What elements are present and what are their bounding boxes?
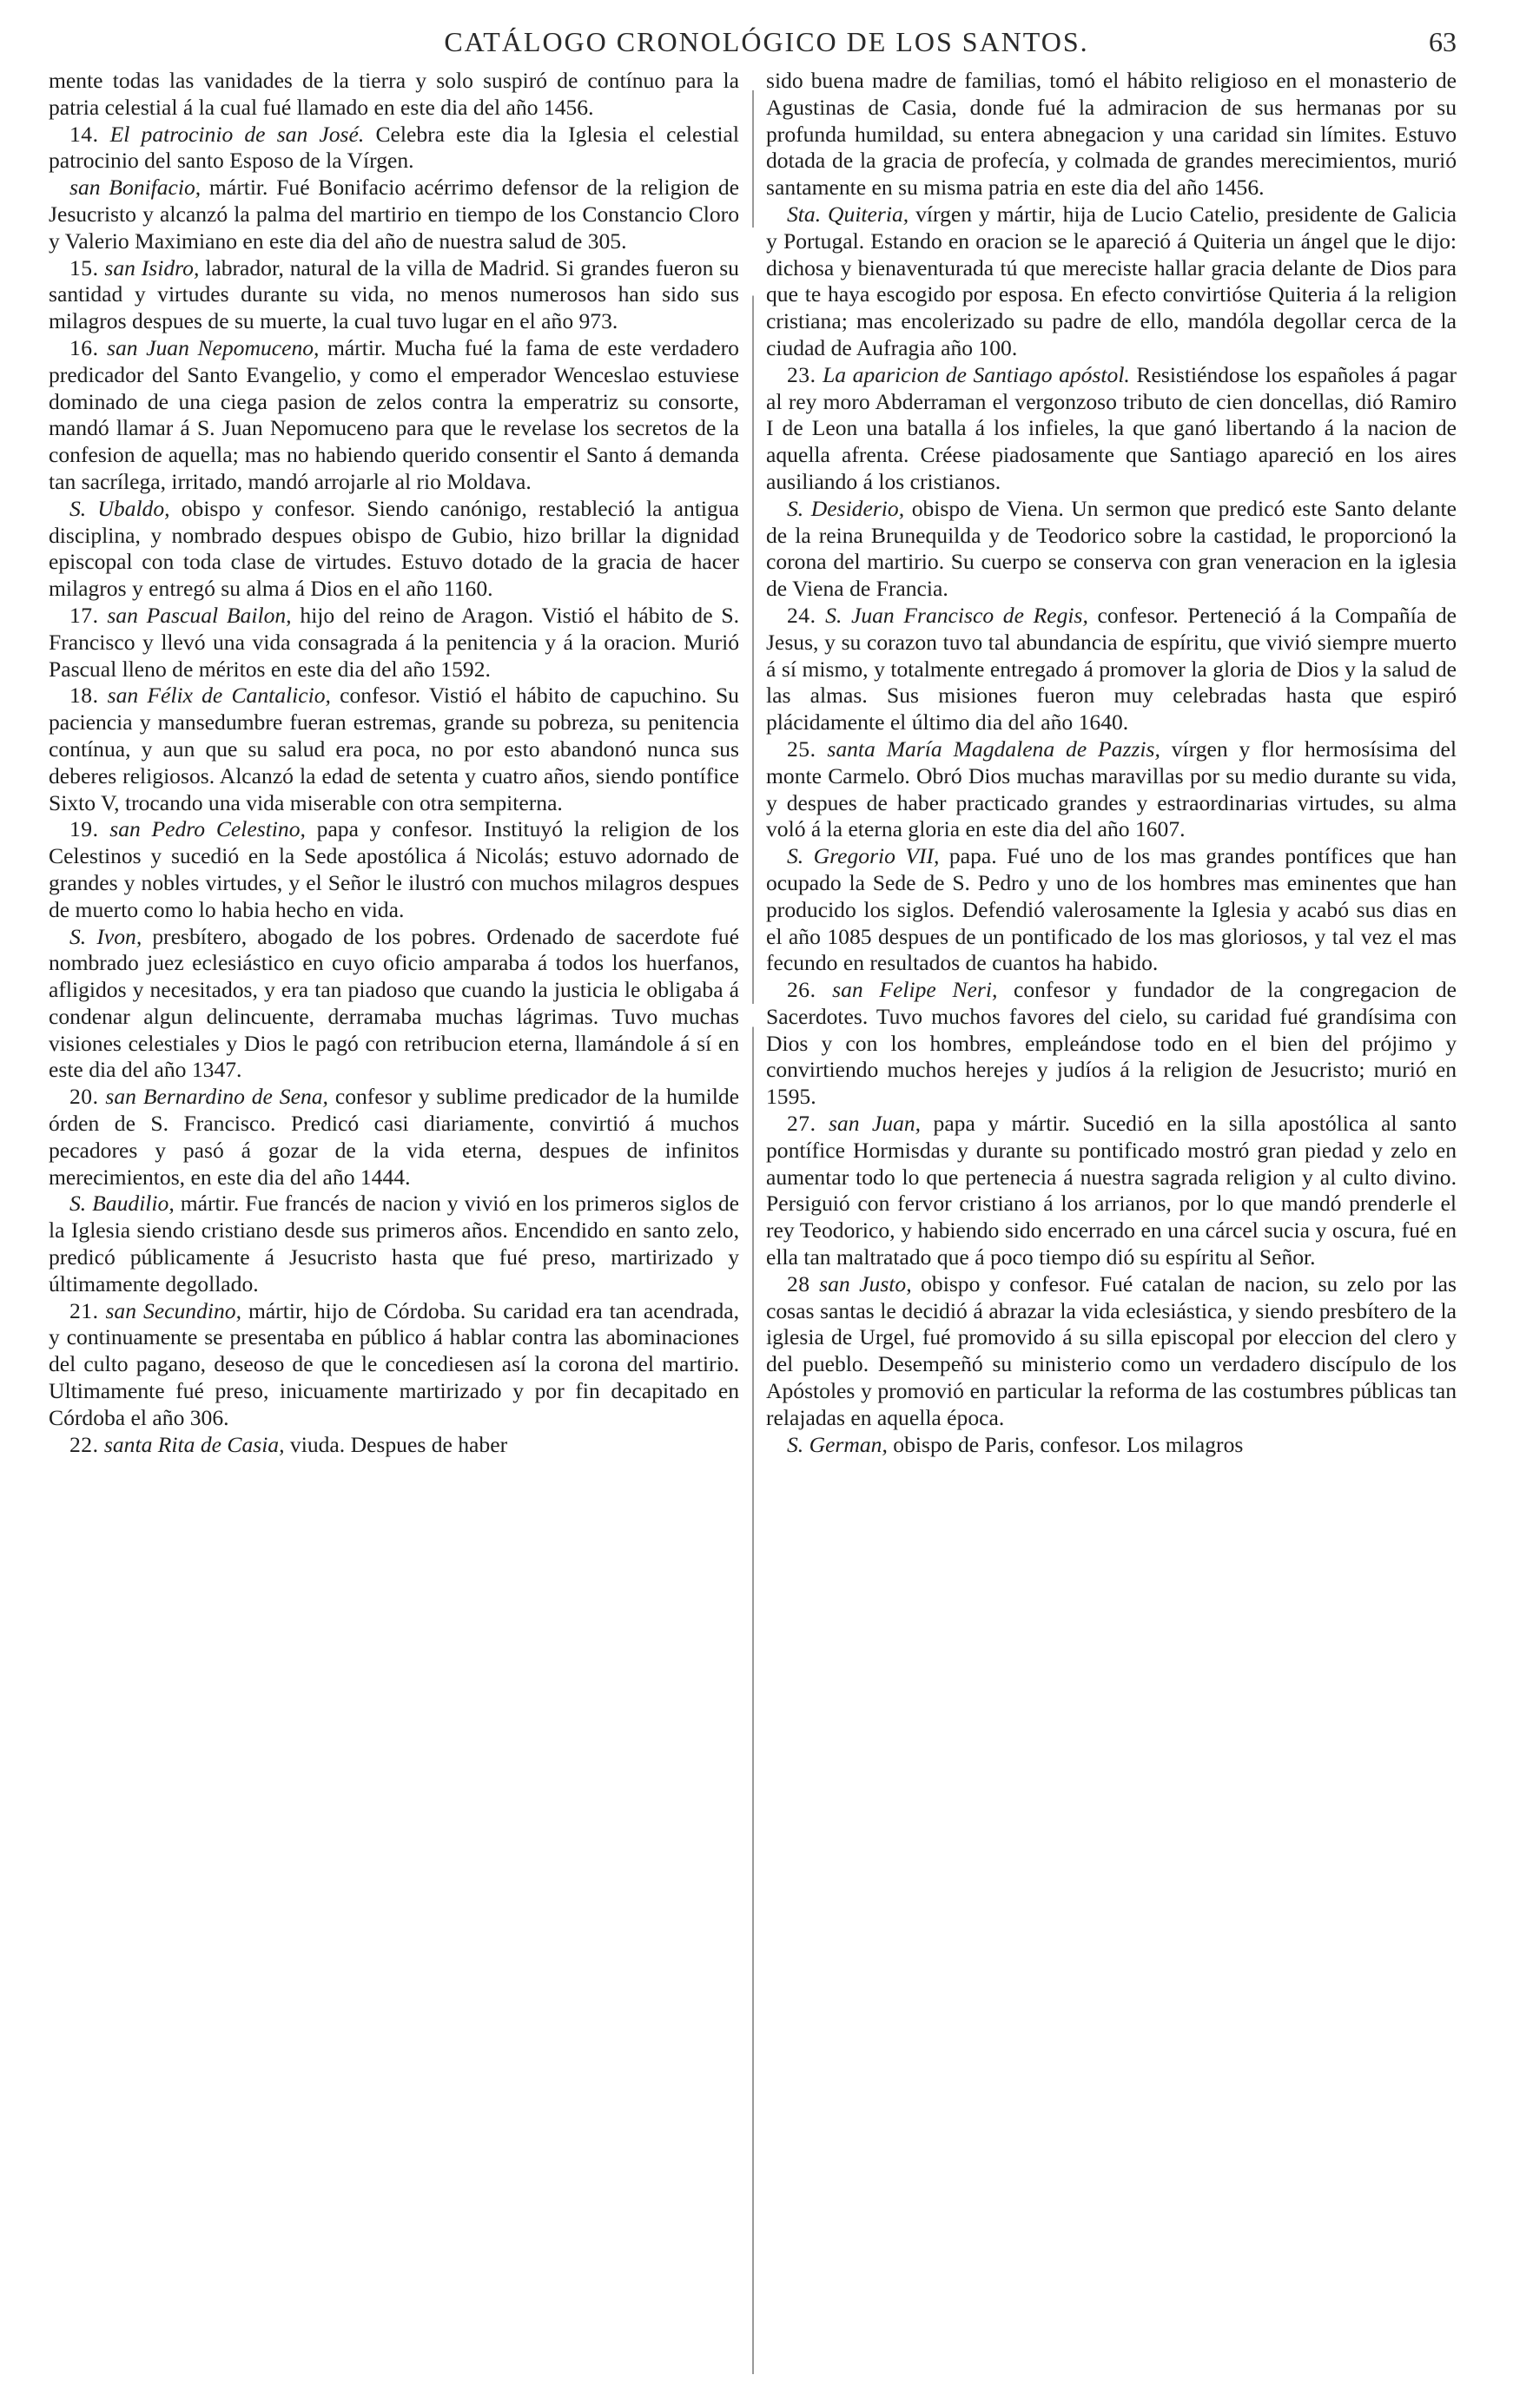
entry-text: confesor y fundador de la congregacion de Sacerdotes. Tuvo muchos favores del cielo, su caridad fué grandísima con Dios y con los hombres, empleándose todo en el bien del prójimo y convirtiendo muchos herejes y judíos á la religion de Jesucristo; murió en 1595. — [766, 977, 1457, 1110]
entry-day-number: 26. — [787, 977, 816, 1003]
entry-text: obispo de Viena. Un sermon que predicó este Santo delante de la reina Brunequilda y de Teodorico sobre la castidad, le proporcionó la corona del martirio. Su cuerpo se conserva con gran veneracion en la iglesia de Viena de Francia. — [766, 495, 1457, 602]
page-number: 63 — [1429, 26, 1457, 57]
entry-day-number: 18. — [69, 683, 99, 709]
column-divider — [752, 90, 754, 2374]
entry-text: confesor. Perteneció á la Compañía de Jesus, y su corazon tuvo tal abundancia de espíritu, que vivió siempre muerto á sí mismo, y totalmente entregado á promover la gloria de Dios y la salud de las almas. Sus misiones fueron muy celebradas hasta que espiró plácidamente el último dia del año 1640. — [766, 602, 1457, 736]
entry-text: papa y mártir. Sucedió en la silla apostólica al santo pontífice Hormisdas y durante su pontificado mostró gran piedad y zelo en aumentar todo lo que pertenecia á nuestra sagrada religion y al culto divino. Persiguió con fervor cristiano á los arrianos, por lo que mandó prenderle el rey Teodorico, y habiendo sido encerrado en una cárcel sucia y oscura, fué en ella tan maltratado que á poco tiempo dió su espíritu al Señor. — [766, 1111, 1457, 1270]
catalog-entry — [766, 1111, 1457, 1271]
entry-text: papa y confesor. Instituyó la religion de los Celestinos y sucedió en la Sede apostólica á Nicolás; estuvo adornado de grandes y nobles virtudes, y el Señor le ilustró con muchos milagros despues de muerto como lo habia hecho en vida. — [49, 816, 739, 922]
entry-day-number: 20. — [69, 1084, 99, 1110]
entry-saint-name: S. Gregorio VII, — [787, 843, 940, 869]
entry-saint-name: Sta. Quiteria, — [787, 201, 909, 227]
entry-text: obispo de Paris, confesor. Los milagros — [893, 1431, 1244, 1457]
running-title: CATÁLOGO CRONOLÓGICO DE LOS SANTOS. — [444, 26, 1089, 57]
entry-day-number: 22. — [69, 1431, 99, 1457]
catalog-entry — [49, 255, 739, 335]
catalog-entry — [49, 603, 739, 683]
catalog-entry — [49, 924, 739, 1085]
entry-saint-name: santa Rita de Casia, — [103, 1431, 285, 1457]
entry-day-number: 28 — [787, 1270, 810, 1296]
entry-saint-name: san Juan, — [828, 1111, 922, 1137]
entry-saint-name: S. Desiderio, — [787, 495, 905, 521]
catalog-entry — [766, 843, 1457, 977]
entry-saint-name: san Pascual Bailon, — [107, 602, 292, 628]
entry-saint-name: S. German, — [787, 1431, 888, 1457]
catalog-entry — [766, 977, 1457, 1111]
catalog-entry — [49, 122, 739, 175]
entry-text: mente todas las vanidades de la tierra y solo suspiró de contínuo para la patria celestial á la cual fué llamado en este dia del año 1456. — [49, 68, 739, 120]
entry-day-number: 25. — [787, 736, 816, 762]
entry-text: mártir. Mucha fué la fama de este verdadero predicador del Santo Evangelio, y como el emperador Wenceslao estuviese dominado de una ciega pasion de zelos contra la emperatriz su consorte, mandó llamar á S. Juan Nepomuceno para que le revelase los secretos de la confesion de aquella; mas no habiendo querido consentir el Santo á demanda tan sacrílega, irritado, mandó arrojarle al rio Moldava. — [49, 334, 739, 494]
catalog-entry — [766, 201, 1457, 362]
entry-text: mártir. Fue francés de nacion y vivió en los primeros siglos de la Iglesia siendo cristiano desde sus primeros años. Encendido en santo zelo, predicó públicamente á Jesucristo hasta que fué preso, martirizado y últimamente degollado. — [49, 1191, 739, 1296]
catalog-entry — [766, 1432, 1457, 1459]
entry-saint-name: S. Juan Francisco de Regis, — [825, 602, 1088, 628]
entry-saint-name: san Félix de Cantalicio, — [107, 683, 331, 709]
catalog-entry — [49, 683, 739, 816]
catalog-entry — [49, 496, 739, 603]
catalog-entry — [49, 816, 739, 923]
entry-text: hijo del reino de Aragon. Vistió el hábito de S. Francisco y llevó una vida consagrada á la penitencia y á la oracion. Murió Pascual lleno de méritos en este dia del año 1592. — [49, 602, 739, 682]
entry-saint-name: La aparicion de Santiago apóstol. — [823, 361, 1130, 387]
catalog-entry — [766, 1271, 1457, 1432]
entry-text: mártir, hijo de Córdoba. Su caridad era tan acendrada, y continuamente se presentaba en público á hablar contra las abominaciones del culto pagano, deseoso de que le concediesen así la corona del martirio. Ultimamente fué preso, inicuamente martirizado y por fin decapitado en Córdoba el año 306. — [49, 1297, 739, 1430]
entry-text: vírgen y mártir, hija de Lucio Catelio, presidente de Galicia y Portugal. Estando en oracion se le apareció á Quiteria un ángel que le dijo: dichosa y bienaventurada tú que mereciste hallar gracia delante de Dios para que te haya escogido por esposa. En efecto convirtióse Quiteria á la religion cristiana; mas encolerizado su padre de ello, mandóla degollar cerca de la ciudad de Aufragia año 100. — [766, 201, 1457, 360]
catalog-entry — [766, 68, 1457, 201]
entry-saint-name: san Bonifacio, — [69, 175, 202, 201]
entry-text: viuda. Despues de haber — [289, 1431, 508, 1457]
entry-text: Resistiéndose los españoles á pagar al rey moro Abderraman el vergonzoso tributo de cien doncellas, dió Ramiro I de Leon una batalla á los infieles, la que ganó libertando á la nacion de aquella afrenta. Créese piadosamente que Santiago apareció en los aires ausiliando á los cristianos. — [766, 361, 1457, 494]
entry-saint-name: san Pedro Celestino, — [109, 816, 306, 842]
entry-day-number: 21. — [69, 1297, 99, 1323]
entry-day-number: 24. — [787, 602, 816, 628]
entry-saint-name: san Bernardino de Sena, — [105, 1084, 328, 1110]
catalog-entry — [766, 736, 1457, 843]
entry-day-number: 15. — [69, 254, 99, 280]
catalog-entry — [766, 362, 1457, 496]
entry-text: vírgen y flor hermosísima del monte Carmelo. Obró Dios muchas maravillas por su medio durante su vida, y despues de haber practicado grandes y estraordinarias virtudes, su alma voló á la eterna gloria en este dia del año 1607. — [766, 736, 1457, 842]
right-column — [766, 68, 1457, 2386]
entry-text: Celebra este dia la Iglesia el celestial patrocinio del santo Esposo de la Vírgen. — [49, 121, 739, 174]
entry-saint-name: san Justo, — [819, 1270, 912, 1296]
entry-text: presbítero, abogado de los pobres. Ordenado de sacerdote fué nombrado juez eclesiástico en cuyo oficio amparaba á todos los huerfanos, afligidos y necesitados, y era tan piadoso que cuando la justicia le obligaba á condenar algun delincuente, derramaba muchas lágrimas. Tuvo muchas visiones celestiales y Dios le pagó con retribucion eterna, llamándole á sí en este dia del año 1347. — [49, 923, 739, 1083]
catalog-entry — [49, 1191, 739, 1297]
entry-text: obispo y confesor. Fué catalan de nacion, su zelo por las cosas santas le decidió á abrazar la vida eclesiástica, y siendo presbítero de la iglesia de Urgel, fué promovido á su silla episcopal por eleccion del clero y del pueblo. Desempeñó su ministerio como un verdadero discípulo de los Apóstoles y promovió en particular la reforma de las costumbres públicas tan relajadas en aquella época. — [766, 1270, 1457, 1430]
entry-day-number: 27. — [787, 1111, 816, 1137]
catalog-entry — [49, 1084, 739, 1191]
entry-saint-name: S. Ivon, — [69, 923, 142, 949]
entry-saint-name: santa María Magdalena de Pazzis, — [827, 736, 1160, 762]
entry-day-number: 17. — [69, 602, 99, 628]
catalog-entry — [49, 1432, 739, 1459]
catalog-entry — [49, 335, 739, 496]
entry-day-number: 14. — [69, 121, 99, 147]
catalog-entry — [766, 603, 1457, 736]
catalog-entry — [49, 175, 739, 254]
entry-day-number: 23. — [787, 361, 816, 387]
page-header — [0, 26, 1533, 64]
catalog-entry — [766, 496, 1457, 603]
catalog-entry — [49, 1298, 739, 1432]
entry-text: mártir. Fué Bonifacio acérrimo defensor de la religion de Jesucristo y alcanzó la palma del martirio en tiempo de los Constancio Cloro y Valerio Maximiano en este dia del año de nuestra salud de 305. — [49, 175, 739, 254]
entry-text: confesor y sublime predicador de la humilde órden de S. Francisco. Predicó casi diariamente, convirtió á muchos pecadores y pasó á gozar de la vida eterna, despues de infinitos merecimientos, en este dia del año 1444. — [49, 1084, 739, 1190]
entry-text: papa. Fué uno de los mas grandes pontífices que han ocupado la Sede de S. Pedro y uno de los hombres mas eminentes que han producido los siglos. Defendió valerosamente la Iglesia y acabó sus dias en el año 1085 despues de un pontificado de los mas gloriosos, y tal vez el mas fecundo en resultados de cuantos ha habido. — [766, 843, 1457, 976]
entry-day-number: 16. — [69, 334, 99, 360]
entry-saint-name: san Isidro, — [104, 254, 200, 280]
entry-day-number: 19. — [69, 816, 99, 842]
entry-saint-name: san Felipe Neri, — [832, 977, 998, 1003]
entry-saint-name: san Secundino, — [105, 1297, 241, 1323]
entry-text: labrador, natural de la villa de Madrid. Si grandes fueron su santidad y virtudes durante su vida, no menos numerosos han sido sus milagros despues de su muerte, la cual tuvo lugar en el año 973. — [49, 254, 739, 334]
catalog-entry — [49, 68, 739, 122]
entry-text: confesor. Vistió el hábito de capuchino. Su paciencia y mansedumbre fueran estremas, grande su pobreza, su penitencia contínua, y aun que su salud era poca, no por esto abandonó nunca sus deberes religiosos. Alcanzó la edad de setenta y cuatro años, siendo pontífice Sixto V, trocando una vida miserable con otra sempiterna. — [49, 683, 739, 815]
entry-saint-name: san Juan Nepomuceno, — [107, 334, 320, 360]
left-column — [49, 68, 739, 2386]
entry-text: sido buena madre de familias, tomó el hábito religioso en el monasterio de Agustinas de Casia, donde fué la admiracion de sus hermanas por su profunda humildad, su entera abnegacion y una caridad sin límites. Estuvo dotada de la gracia de profecía, y colmada de grandes merecimientos, murió santamente en su misma patria en este dia del año 1456. — [766, 68, 1457, 201]
entry-saint-name: El patrocinio de san José. — [109, 121, 365, 147]
entry-saint-name: S. Ubaldo, — [69, 495, 170, 521]
entry-saint-name: S. Baudilio, — [69, 1191, 175, 1217]
entry-text: obispo y confesor. Siendo canónigo, restableció la antigua disciplina, y nombrado despues obispo de Gubio, hizo brillar la dignidad episcopal con toda clase de virtudes. Estuvo dotado de la gracia de hacer milagros y entregó su alma á Dios en el año 1160. — [49, 495, 739, 602]
